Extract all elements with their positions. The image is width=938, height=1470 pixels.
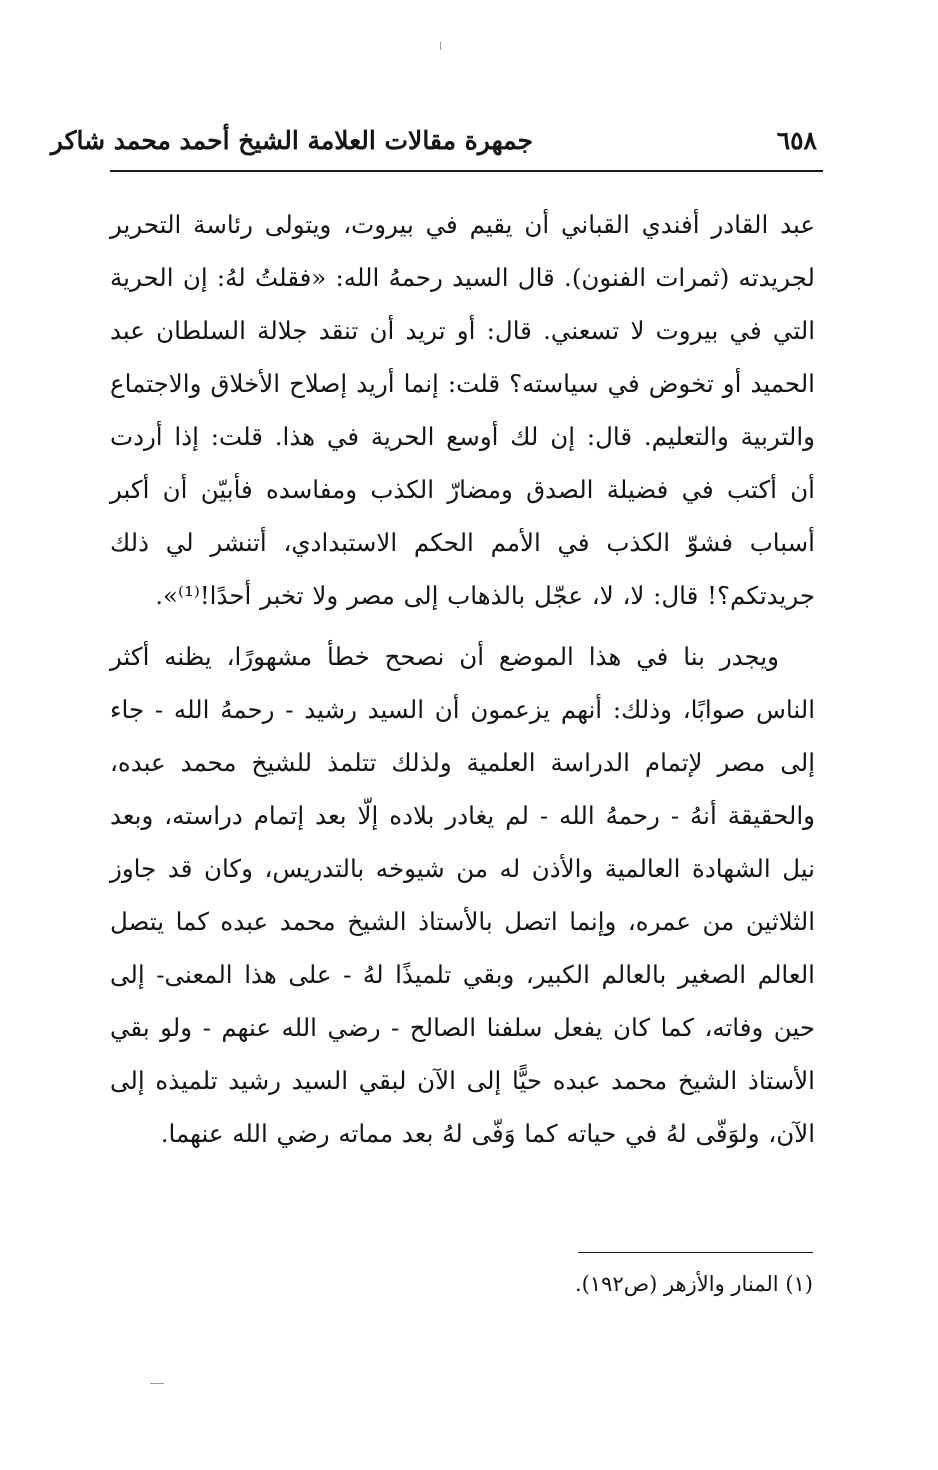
footnote: (١) المنار والأزهر (ص١٩٢). bbox=[574, 1272, 813, 1296]
paragraph: عبد القادر أفندي القباني أن يقيم في بيروت، ويتولى رئاسة التحرير لجريدته (ثمرات الفنون). قال السيد رحمهُ الله: «فقلتُ لهُ: إن الحرية التي في بيروت لا تسعني. قال: أو تريد أن تنقد جلالة السلطان عبد الحميد أو تخوض في سياسته؟ قلت: إنما أريد إصلاح الأخلاق والاجتماع والتربية والتعليم. قال: إن لك أوسع الحرية في هذا. قلت: إذا أردت أن أكتب في فضيلة الصدق ومضارّ الكذب ومفاسده فأبيّن أن أكبر أسباب فشوّ الكذب في الأمم الحكم الاستبدادي، أتنشر لي ذلك جريدتكم؟! قال: لا، لا، عجّل بالذهاب إلى مصر ولا تخبر أحدًا!⁽¹⁾». bbox=[110, 210, 815, 610]
header-title: جمهرة مقالات العلامة الشيخ أحمد محمد شاكر bbox=[50, 126, 533, 155]
page-speck bbox=[440, 42, 441, 50]
page-number: ٦٥٨ bbox=[776, 126, 817, 155]
running-header bbox=[50, 122, 823, 172]
footnote-divider bbox=[578, 1252, 813, 1253]
paragraph: ويجدر بنا في هذا الموضع أن نصحح خطأ مشهورًا، يظنه أكثر الناس صوابًا، وذلك: أنهم يزعمون أن السيد رشيد - رحمهُ الله - جاء إلى مصر لإتمام الدراسة العلمية ولذلك تتلمذ للشيخ محمد عبده، والحقيقة أنهُ - رحمهُ الله - لم يغادر بلاده إلّا بعد إتمام دراسته، وبعد نيل الشهادة العالمية والأذن له من شيوخه بالتدريس، وكان قد جاوز الثلاثين من عمره، وإنما اتصل بالأستاذ الشيخ محمد عبده كما يتصل العالم الصغير بالعالم الكبير، وبقي تلميذًا لهُ - على هذا المعنى- إلى حين وفاته، كما كان يفعل سلفنا الصالح - رضي الله عنهم - ولو بقي الأستاذ الشيخ محمد عبده حيًّا إلى الآن لبقي السيد رشيد تلميذه إلى الآن، ولوَفّى لهُ في حياته كما وَفّى لهُ بعد مماته رضي الله عنهما. bbox=[110, 642, 815, 1148]
main-text bbox=[110, 198, 815, 1160]
page-speck bbox=[150, 1383, 164, 1384]
